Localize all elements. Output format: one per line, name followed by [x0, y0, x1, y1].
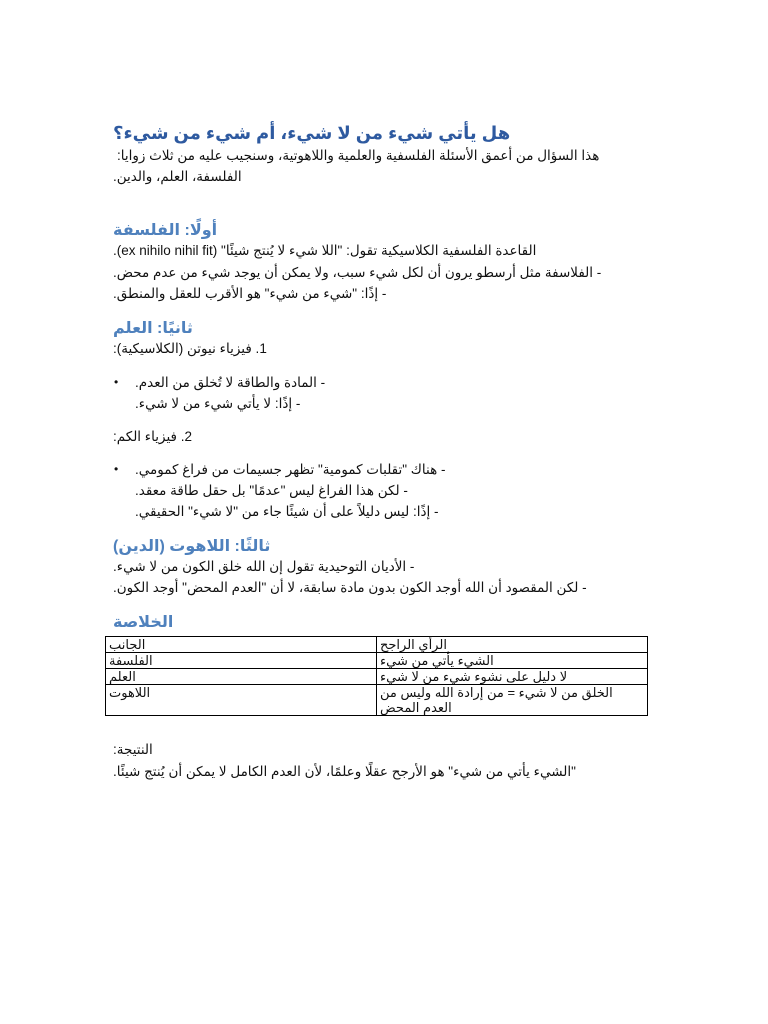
summary-heading: الخلاصة	[113, 614, 174, 631]
result-label: النتيجة:	[113, 742, 153, 757]
philosophy-heading: أولًا: الفلسفة	[113, 222, 218, 239]
table-row	[106, 669, 648, 685]
document-title: هل يأتي شيء من لا شيء، أم شيء من شيء؟	[113, 123, 511, 143]
quantum-item-3: - إذًا: ليس دليلاً على أن شيئًا جاء من "لا شيء" الحقيقي.	[135, 504, 439, 519]
intro-line-1: هذا السؤال من أعمق الأسئلة الفلسفية والعلمية واللاهوتية، وسنجيب عليه من ثلاث زوايا:	[117, 148, 600, 163]
table-cell: العلم	[106, 669, 377, 685]
table-cell: اللاهوت	[106, 685, 377, 716]
table-cell: الشيء يأتي من شيء	[377, 653, 648, 669]
science-heading: ثانيًا: العلم	[113, 320, 193, 337]
table-header-cell: الجانب	[106, 637, 377, 653]
philosophy-line-2: - الفلاسفة مثل أرسطو يرون أن لكل شيء سبب، ولا يمكن أن يوجد شيء من عدم محض.	[113, 265, 602, 280]
summary-table	[105, 636, 648, 716]
table-cell: الخلق من لا شيء = من إرادة الله وليس من العدم المحض	[377, 685, 648, 716]
theology-line-2: - لكن المقصود أن الله أوجد الكون بدون مادة سابقة، لا أن "العدم المحض" أوجد الكون.	[113, 580, 587, 595]
table-cell: الفلسفة	[106, 653, 377, 669]
theology-heading: ثالثًا: اللاهوت (الدين)	[113, 538, 271, 555]
quantum-label: 2. فيزياء الكم:	[113, 429, 193, 444]
theology-line-1: - الأديان التوحيدية تقول إن الله خلق الكون من لا شيء.	[113, 559, 415, 574]
newton-bullet: •	[114, 375, 119, 389]
newton-item-2: - إذًا: لا يأتي شيء من لا شيء.	[135, 396, 301, 411]
table-header-cell: الرأي الراجح	[377, 637, 648, 653]
table-row	[106, 685, 648, 716]
newton-item-1: - المادة والطاقة لا تُخلق من العدم.	[135, 375, 326, 390]
table-row	[106, 653, 648, 669]
quantum-bullet: •	[114, 462, 119, 476]
newton-label: 1. فيزياء نيوتن (الكلاسيكية):	[113, 341, 267, 356]
quantum-item-2: - لكن هذا الفراغ ليس "عدمًا" بل حقل طاقة معقد.	[135, 483, 408, 498]
result-text: "الشيء يأتي من شيء" هو الأرجح عقلًا وعلمًا، لأن العدم الكامل لا يمكن أن يُنتج شيئًا.	[113, 764, 576, 779]
table-header-row	[106, 637, 648, 653]
philosophy-line-3: - إذًا: "شيء من شيء" هو الأقرب للعقل والمنطق.	[113, 286, 387, 301]
philosophy-line-1: القاعدة الفلسفية الكلاسيكية تقول: "اللا شيء لا يُنتج شيئًا" (ex nihilo nihil fit).	[113, 243, 537, 258]
table-cell: لا دليل على نشوء شيء من لا شيء	[377, 669, 648, 685]
quantum-item-1: - هناك "تقلبات كمومية" تظهر جسيمات من فراغ كمومي.	[135, 462, 446, 477]
intro-line-2: الفلسفة، العلم، والدين.	[113, 169, 242, 184]
